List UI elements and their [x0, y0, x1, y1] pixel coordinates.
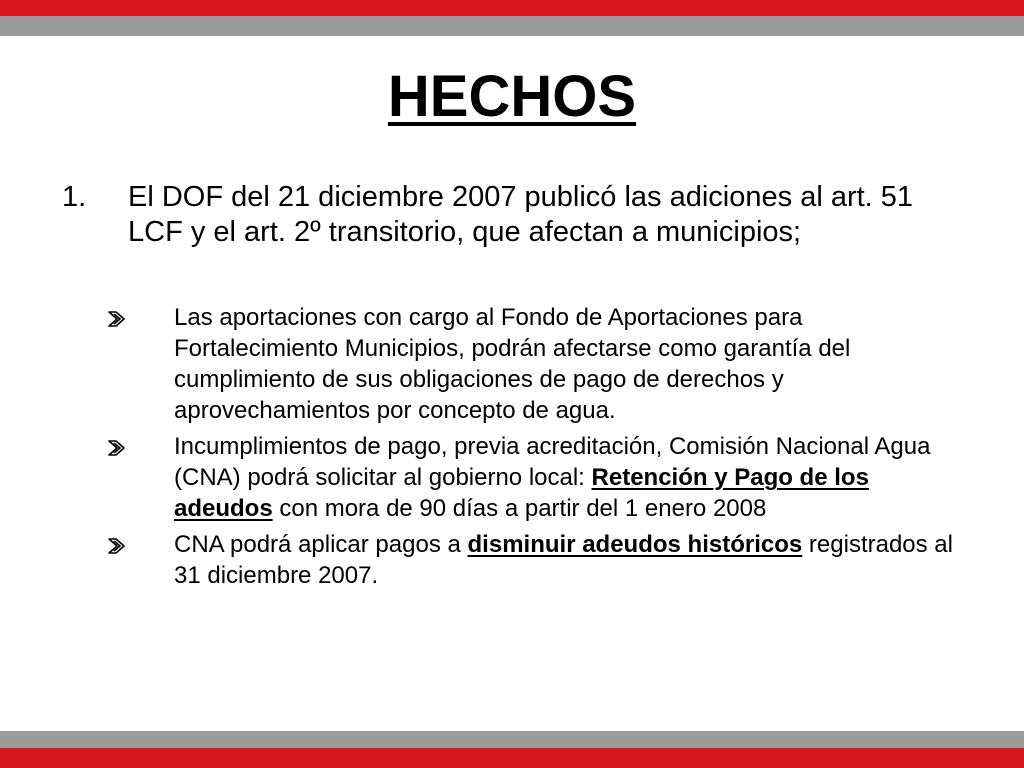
bullet-text: Las aportaciones con cargo al Fondo de Aportaciones para Fortalecimiento Municipios, podrán afectarse como garantía del cumplimiento de sus obligaciones de pago de derechos y aprovechamientos por concepto de agua.	[174, 304, 851, 424]
bullet-text	[174, 431, 968, 524]
numbered-item-1	[62, 180, 962, 250]
arrow-bullet-icon	[108, 529, 138, 555]
top-gray-band	[0, 16, 1024, 36]
bullet-list	[108, 302, 968, 596]
item-text: El DOF del 21 diciembre 2007 publicó las adiciones al art. 51 LCF y el art. 2º transitorio, que afectan a municipios;	[128, 181, 914, 248]
emphasis-text: Retención y Pago de los adeudos	[174, 464, 869, 522]
bullet-text-before: Incumplimientos de pago, previa acreditación, Comisión Nacional Agua (CNA) podrá solicitar al gobierno local:	[174, 433, 931, 491]
item-number: 1.	[62, 181, 87, 213]
bullet-text-after: con mora de 90 días a partir del 1 enero 2008	[272, 495, 767, 522]
arrow-bullet-icon	[108, 431, 138, 457]
arrow-bullet-icon	[108, 302, 138, 328]
slide-title: HECHOS	[387, 64, 637, 129]
bullet-text-after: registrados al 31 diciembre 2007.	[174, 531, 953, 589]
bottom-gray-band	[0, 731, 1024, 748]
bullet-item	[108, 431, 968, 524]
top-red-band	[0, 0, 1024, 16]
bullet-item	[108, 529, 968, 591]
bullet-item	[108, 302, 968, 426]
bottom-red-band	[0, 748, 1024, 768]
emphasis-text: disminuir adeudos históricos	[467, 531, 803, 558]
bullet-text-before: CNA podrá aplicar pagos a	[174, 531, 468, 558]
bullet-text	[174, 529, 968, 591]
